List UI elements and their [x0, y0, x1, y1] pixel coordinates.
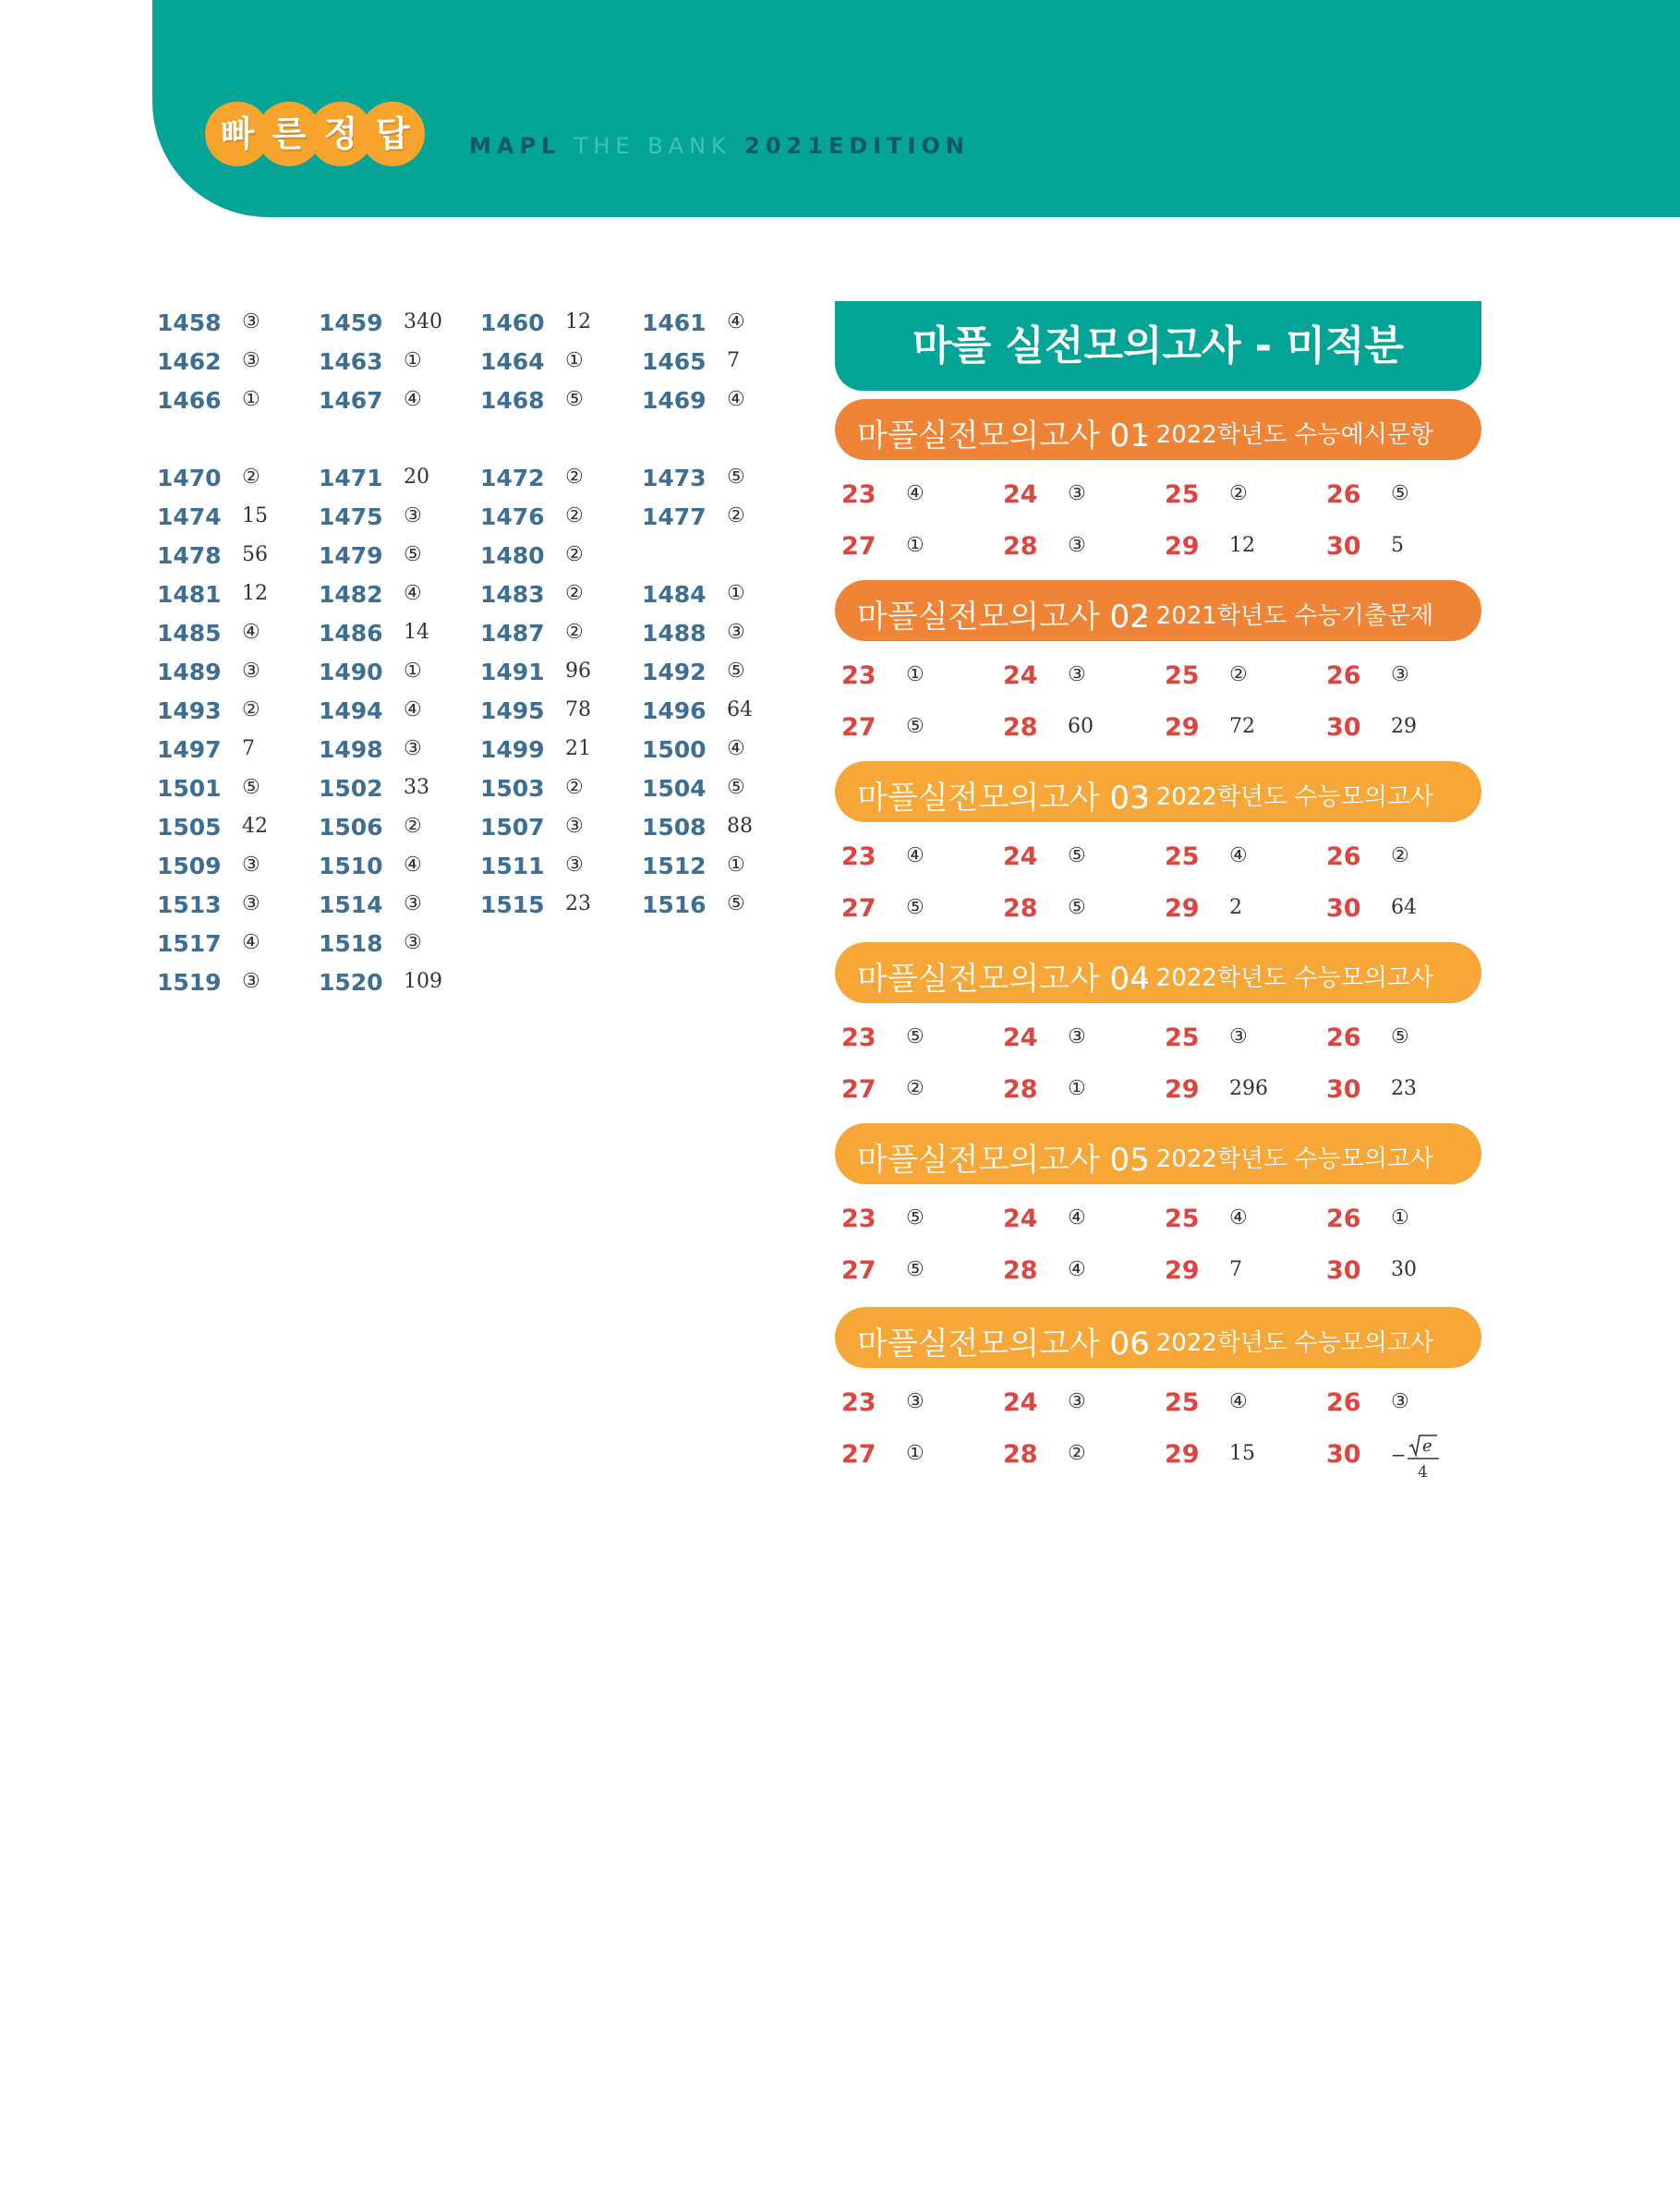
- question-number: 1498: [319, 736, 383, 763]
- question-number: 1515: [480, 891, 545, 918]
- question-number: 1477: [642, 503, 707, 530]
- answer-value: ④: [1229, 1206, 1248, 1229]
- question-number: 26: [1326, 1388, 1361, 1417]
- question-number: 1470: [157, 465, 222, 491]
- fraction-answer: [1389, 1433, 1454, 1484]
- question-number: 26: [1326, 842, 1361, 871]
- question-number: 29: [1165, 1440, 1200, 1469]
- question-number: 1520: [319, 969, 383, 996]
- section-subtitle: - 2022학년도 수능모의고사: [1140, 1329, 1434, 1357]
- question-number: 25: [1165, 1023, 1200, 1052]
- answer-value: ③: [1391, 1390, 1409, 1413]
- question-number: 1509: [157, 853, 222, 879]
- question-number: 25: [1165, 1388, 1200, 1417]
- question-number: 1484: [642, 581, 707, 608]
- answer-value: ④: [727, 388, 745, 411]
- section-name: 마플실전모의고사 01: [857, 418, 1150, 454]
- section-header-bar: [835, 1123, 1481, 1184]
- answer-value: 12: [1229, 534, 1255, 557]
- answer-value: ⑤: [1068, 896, 1086, 919]
- question-number: 1516: [642, 891, 707, 918]
- question-number: 1493: [157, 697, 222, 724]
- question-number: 29: [1165, 894, 1200, 923]
- answer-row: [835, 480, 1481, 514]
- question-number: 25: [1165, 1205, 1200, 1233]
- answer-row: [835, 1388, 1481, 1422]
- answer-value: ③: [242, 892, 260, 915]
- section-subtitle: - 2021학년도 수능기출문제: [1140, 602, 1434, 630]
- quick-answer-badge: [205, 102, 436, 166]
- question-number: 1475: [319, 503, 383, 530]
- section-subtitle: - 2022학년도 수능모의고사: [1140, 783, 1434, 811]
- question-number: 23: [841, 661, 876, 690]
- answer-value: ③: [727, 621, 745, 644]
- section-header-bar: [835, 580, 1481, 641]
- answer-value: ①: [906, 663, 925, 686]
- answer-value: ④: [1068, 1206, 1086, 1229]
- answer-value: 5: [1391, 534, 1404, 557]
- answer-value: ⑤: [565, 388, 584, 411]
- answer-value: ②: [1229, 482, 1248, 505]
- answer-value: ③: [565, 815, 584, 838]
- answer-value: ④: [404, 698, 422, 721]
- answer-value: 64: [1391, 896, 1417, 919]
- question-number: 1482: [319, 581, 383, 608]
- answer-row: [835, 1023, 1481, 1057]
- answer-row: [835, 1205, 1481, 1238]
- answer-value: ④: [404, 582, 422, 605]
- section-header-bar: [835, 1307, 1481, 1368]
- question-number: 1499: [480, 736, 545, 763]
- question-number: 1491: [480, 659, 545, 685]
- answer-value: ③: [1068, 534, 1086, 557]
- answer-row: [835, 894, 1481, 927]
- section-header-bar: [835, 942, 1481, 1003]
- answer-value: 7: [242, 737, 255, 760]
- answer-value: 42: [242, 815, 268, 838]
- question-number: 27: [841, 1075, 876, 1104]
- question-number: 25: [1165, 842, 1200, 871]
- answer-value: ③: [565, 854, 584, 877]
- question-number: 1514: [319, 891, 383, 918]
- question-number: 1502: [319, 775, 383, 802]
- question-number: 28: [1003, 1075, 1038, 1104]
- question-number: 1471: [319, 465, 383, 491]
- answer-value: ③: [404, 504, 422, 527]
- answer-value: ③: [906, 1390, 925, 1413]
- answer-value: ④: [404, 854, 422, 877]
- section-name: 마플실전모의고사 04: [857, 961, 1150, 998]
- answer-value: 15: [242, 504, 268, 527]
- answer-value: ③: [404, 931, 422, 954]
- answer-value: ④: [906, 844, 925, 867]
- question-number: 1459: [319, 309, 383, 336]
- question-number: 1479: [319, 542, 383, 569]
- answer-value: ②: [727, 504, 745, 527]
- edition-label: [469, 133, 970, 159]
- answer-row: [835, 661, 1481, 695]
- badge-char-circle: 답: [360, 102, 425, 166]
- edition-mid: THE BANK: [574, 133, 731, 159]
- answer-value: ②: [242, 698, 260, 721]
- answer-value: ⑤: [906, 1258, 925, 1281]
- answer-row: [835, 1256, 1481, 1290]
- answer-value: ②: [242, 466, 260, 489]
- answer-value: ⑤: [906, 896, 925, 919]
- question-number: 1464: [480, 348, 545, 375]
- answer-value: ⑤: [906, 1206, 925, 1229]
- answer-value: 7: [1229, 1258, 1242, 1281]
- section-subtitle: - 2022학년도 수능모의고사: [1140, 1145, 1434, 1173]
- question-number: 30: [1326, 1256, 1361, 1285]
- answer-value: ①: [727, 854, 745, 877]
- question-number: 1461: [642, 309, 707, 336]
- answer-value: ①: [906, 1442, 925, 1465]
- section-name: 마플실전모의고사 05: [857, 1142, 1150, 1179]
- answer-value: 33: [404, 776, 429, 799]
- answer-value: 29: [1391, 715, 1417, 738]
- question-number: 29: [1165, 532, 1200, 561]
- question-number: 1468: [480, 387, 545, 414]
- question-number: 29: [1165, 1256, 1200, 1285]
- question-number: 26: [1326, 1023, 1361, 1052]
- answer-value: ②: [565, 582, 584, 605]
- question-number: 1458: [157, 309, 222, 336]
- question-number: 1496: [642, 697, 707, 724]
- question-number: 28: [1003, 1440, 1038, 1469]
- answer-value: ④: [727, 737, 745, 760]
- question-number: 1511: [480, 853, 545, 879]
- question-number: 1483: [480, 581, 545, 608]
- answer-value: ①: [404, 349, 422, 372]
- question-number: 28: [1003, 1256, 1038, 1285]
- answer-value: 56: [242, 543, 268, 566]
- answer-value: ④: [1229, 844, 1248, 867]
- answer-value: ②: [565, 543, 584, 566]
- answer-value: ④: [1068, 1258, 1086, 1281]
- answer-value: ③: [1068, 1390, 1086, 1413]
- answer-value: ③: [1391, 663, 1409, 686]
- badge-char-circle: 정: [308, 102, 373, 166]
- question-number: 1500: [642, 736, 707, 763]
- answer-value: ④: [404, 388, 422, 411]
- question-number: 27: [841, 532, 876, 561]
- question-number: 1512: [642, 853, 707, 879]
- question-number: 1506: [319, 814, 383, 841]
- answer-value: ②: [565, 776, 584, 799]
- answer-value: ⑤: [1391, 482, 1409, 505]
- answer-value: 340: [404, 310, 442, 333]
- question-number: 28: [1003, 713, 1038, 742]
- question-number: 24: [1003, 1023, 1038, 1052]
- question-number: 24: [1003, 661, 1038, 690]
- question-number: 1485: [157, 620, 222, 647]
- answer-value: 296: [1229, 1077, 1268, 1100]
- section-subtitle: - 2022학년도 수능예시문항: [1140, 421, 1434, 449]
- question-number: 1501: [157, 775, 222, 802]
- answer-value: ①: [404, 660, 422, 683]
- answer-row: [835, 713, 1481, 746]
- question-number: 27: [841, 1256, 876, 1285]
- answer-value: 2: [1229, 896, 1242, 919]
- answer-value: ④: [242, 931, 260, 954]
- answer-value: 64: [727, 698, 753, 721]
- fraction-sign: −: [1391, 1444, 1407, 1466]
- question-number: 23: [841, 480, 876, 509]
- answer-value: ⑤: [404, 543, 422, 566]
- answer-value: 14: [404, 621, 429, 644]
- answer-value: ②: [565, 466, 584, 489]
- answer-value: ②: [565, 504, 584, 527]
- question-number: 1489: [157, 659, 222, 685]
- answer-value: ①: [242, 388, 260, 411]
- answer-value: ③: [1068, 663, 1086, 686]
- question-number: 1469: [642, 387, 707, 414]
- answer-value: 96: [565, 660, 591, 683]
- question-number: 1460: [480, 309, 545, 336]
- answer-value: ②: [404, 815, 422, 838]
- answer-value: 15: [1229, 1442, 1255, 1465]
- question-number: 23: [841, 1388, 876, 1417]
- answer-row: [835, 842, 1481, 876]
- edition-brand: MAPL: [469, 133, 562, 159]
- answer-value: ⑤: [727, 660, 745, 683]
- question-number: 29: [1165, 1075, 1200, 1104]
- answer-row: [835, 532, 1481, 565]
- answer-value: 7: [727, 349, 740, 372]
- question-number: 1462: [157, 348, 222, 375]
- answer-value: 88: [727, 815, 753, 838]
- answer-value: ②: [1229, 663, 1248, 686]
- section-name: 마플실전모의고사 03: [857, 780, 1150, 817]
- answer-value: ③: [242, 660, 260, 683]
- answer-value: ①: [906, 534, 925, 557]
- section-subtitle: - 2022학년도 수능모의고사: [1140, 964, 1434, 992]
- question-number: 27: [841, 894, 876, 923]
- section-header-bar: [835, 399, 1481, 460]
- question-number: 24: [1003, 480, 1038, 509]
- question-number: 25: [1165, 480, 1200, 509]
- question-number: 1517: [157, 930, 222, 957]
- fraction-numerator: e: [1422, 1436, 1432, 1456]
- question-number: 28: [1003, 894, 1038, 923]
- answer-value: ③: [242, 349, 260, 372]
- question-number: 27: [841, 1440, 876, 1469]
- answer-value: ③: [1229, 1025, 1248, 1048]
- answer-value: ③: [242, 970, 260, 993]
- answer-value: ③: [404, 892, 422, 915]
- question-number: 30: [1326, 1075, 1361, 1104]
- answer-value: 12: [565, 310, 591, 333]
- question-number: 1494: [319, 697, 383, 724]
- answer-value: ③: [404, 737, 422, 760]
- answer-value: ②: [1068, 1442, 1086, 1465]
- question-number: 24: [1003, 842, 1038, 871]
- answer-value: 21: [565, 737, 591, 760]
- question-number: 1476: [480, 503, 545, 530]
- question-number: 24: [1003, 1205, 1038, 1233]
- answer-value: ③: [1068, 482, 1086, 505]
- answer-value: 23: [565, 892, 591, 915]
- question-number: 1481: [157, 581, 222, 608]
- answer-value: ③: [1068, 1025, 1086, 1048]
- question-number: 26: [1326, 1205, 1361, 1233]
- answer-value: ①: [1068, 1077, 1086, 1100]
- question-number: 23: [841, 1205, 876, 1233]
- fraction-denominator: 4: [1418, 1463, 1428, 1482]
- question-number: 1497: [157, 736, 222, 763]
- answer-row: [835, 1075, 1481, 1108]
- answer-value: 60: [1068, 715, 1094, 738]
- answer-value: 20: [404, 466, 429, 489]
- answer-value: ③: [242, 854, 260, 877]
- question-number: 1472: [480, 465, 545, 491]
- question-number: 1474: [157, 503, 222, 530]
- question-number: 1480: [480, 542, 545, 569]
- question-number: 1463: [319, 348, 383, 375]
- question-number: 28: [1003, 532, 1038, 561]
- question-number: 1513: [157, 891, 222, 918]
- answer-value: ⑤: [242, 776, 260, 799]
- answer-value: ⑤: [1391, 1025, 1409, 1048]
- edition-tail: 2021EDITION: [744, 133, 970, 159]
- answer-value: 30: [1391, 1258, 1417, 1281]
- section-name: 마플실전모의고사 06: [857, 1326, 1150, 1362]
- answer-value: 12: [242, 582, 268, 605]
- question-number: 29: [1165, 713, 1200, 742]
- question-number: 1466: [157, 387, 222, 414]
- answer-value: 23: [1391, 1077, 1417, 1100]
- answer-value: ⑤: [1068, 844, 1086, 867]
- answer-value: ⑤: [727, 776, 745, 799]
- answer-value: ④: [1229, 1390, 1248, 1413]
- badge-char-circle: 른: [257, 102, 321, 166]
- question-number: 24: [1003, 1388, 1038, 1417]
- section-name: 마플실전모의고사 02: [857, 599, 1150, 636]
- answer-value: ③: [242, 310, 260, 333]
- question-number: 1488: [642, 620, 707, 647]
- question-number: 25: [1165, 661, 1200, 690]
- question-number: 1492: [642, 659, 707, 685]
- answer-value: 78: [565, 698, 591, 721]
- question-number: 1508: [642, 814, 707, 841]
- answer-value: ⑤: [906, 1025, 925, 1048]
- question-number: 1473: [642, 465, 707, 491]
- question-number: 30: [1326, 532, 1361, 561]
- question-number: 26: [1326, 480, 1361, 509]
- answer-value: ①: [727, 582, 745, 605]
- question-number: 30: [1326, 1440, 1361, 1469]
- question-number: 23: [841, 842, 876, 871]
- answer-value: ②: [906, 1077, 925, 1100]
- question-number: 1486: [319, 620, 383, 647]
- question-number: 26: [1326, 661, 1361, 690]
- answer-value: ⑤: [727, 892, 745, 915]
- question-number: 1505: [157, 814, 222, 841]
- answer-value: ④: [727, 310, 745, 333]
- answer-value: ⑤: [727, 466, 745, 489]
- panel-title: 마플 실전모의고사 - 미적분: [835, 301, 1481, 391]
- question-number: 1504: [642, 775, 707, 802]
- question-number: 1510: [319, 853, 383, 879]
- question-number: 1487: [480, 620, 545, 647]
- answer-value: ②: [565, 621, 584, 644]
- answer-value: 72: [1229, 715, 1255, 738]
- answer-value: ②: [1391, 844, 1409, 867]
- answer-value: ④: [906, 482, 925, 505]
- question-number: 1495: [480, 697, 545, 724]
- question-number: 23: [841, 1023, 876, 1052]
- answer-row: [835, 1440, 1481, 1473]
- answer-value: ④: [242, 621, 260, 644]
- answer-value: 109: [404, 970, 442, 993]
- question-number: 30: [1326, 713, 1361, 742]
- question-number: 1519: [157, 969, 222, 996]
- answer-value: ⑤: [906, 715, 925, 738]
- question-number: 1507: [480, 814, 545, 841]
- answer-value: ①: [1391, 1206, 1409, 1229]
- answer-value: ①: [565, 349, 584, 372]
- question-number: 1467: [319, 387, 383, 414]
- section-header-bar: [835, 761, 1481, 822]
- question-number: 1465: [642, 348, 707, 375]
- question-number: 1503: [480, 775, 545, 802]
- badge-char-circle: 빠: [205, 102, 270, 166]
- question-number: 1478: [157, 542, 222, 569]
- question-number: 1518: [319, 930, 383, 957]
- question-number: 1490: [319, 659, 383, 685]
- question-number: 27: [841, 713, 876, 742]
- question-number: 30: [1326, 894, 1361, 923]
